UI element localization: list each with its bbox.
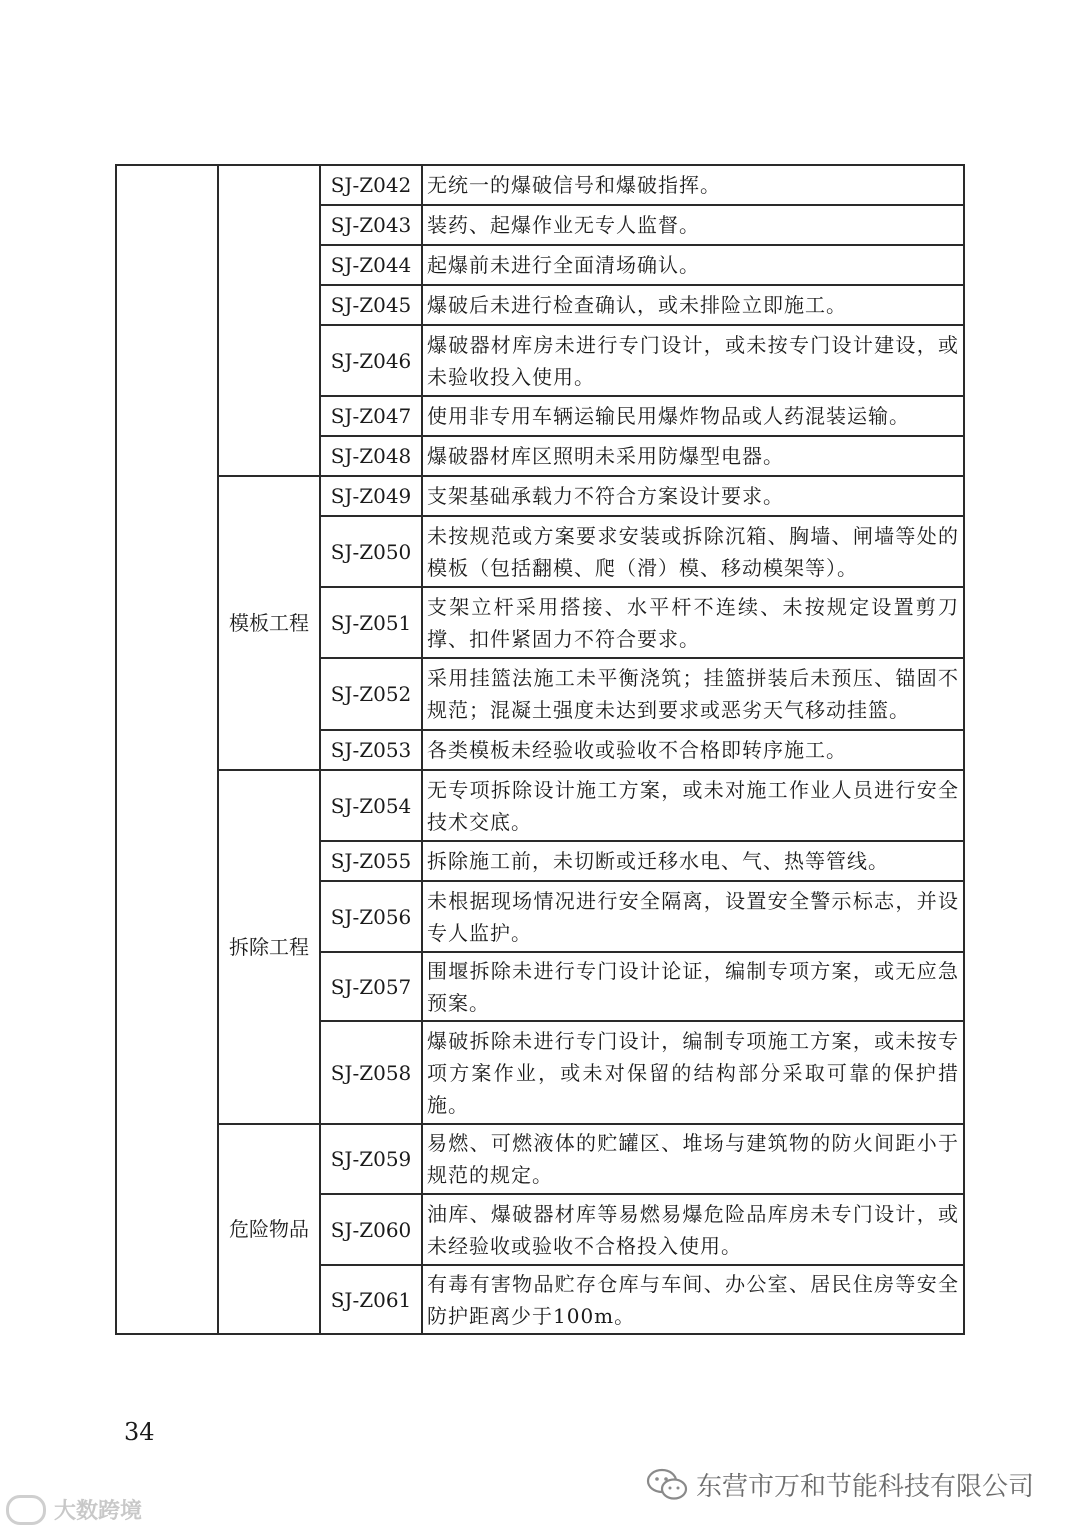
item-description-cell: 支架立杆采用搭接、水平杆不连续、未按规定设置剪刀撑、扣件紧固力不符合要求。 — [422, 587, 964, 658]
item-description-cell: 爆破器材库区照明未采用防爆型电器。 — [422, 436, 964, 476]
table-row — [116, 165, 964, 205]
item-description-cell: 装药、起爆作业无专人监督。 — [422, 205, 964, 245]
item-description-cell: 支架基础承载力不符合方案设计要求。 — [422, 476, 964, 516]
item-code-cell: SJ-Z044 — [320, 245, 422, 285]
item-code-cell: SJ-Z043 — [320, 205, 422, 245]
item-description-cell: 未根据现场情况进行安全隔离，设置安全警示标志，并设专人监护。 — [422, 881, 964, 952]
subcategory-cell — [218, 165, 320, 476]
item-description-cell: 未按规范或方案要求安装或拆除沉箱、胸墙、闸墙等处的模板（包括翻模、爬（滑）模、移动模架等）。 — [422, 516, 964, 587]
watermark-logo-icon — [6, 1495, 46, 1525]
table-row — [116, 1124, 964, 1194]
item-description-cell: 无专项拆除设计施工方案，或未对施工作业人员进行安全技术交底。 — [422, 770, 964, 841]
item-code-cell: SJ-Z054 — [320, 770, 422, 841]
watermark-left-text: 大数跨境 — [54, 1499, 143, 1524]
item-description-cell: 起爆前未进行全面清场确认。 — [422, 245, 964, 285]
item-code-cell: SJ-Z045 — [320, 285, 422, 325]
item-code-cell: SJ-Z056 — [320, 881, 422, 952]
table-row — [116, 476, 964, 516]
item-code-cell: SJ-Z048 — [320, 436, 422, 476]
item-description-cell: 围堰拆除未进行专门设计论证，编制专项方案，或无应急预案。 — [422, 952, 964, 1021]
item-description-cell: 无统一的爆破信号和爆破指挥。 — [422, 165, 964, 205]
watermark-right — [646, 1466, 1034, 1503]
hazard-table — [115, 164, 965, 1335]
item-description-cell: 采用挂篮法施工未平衡浇筑；挂篮拼装后未预压、锚固不规范；混凝土强度未达到要求或恶劣天气移动挂篮。 — [422, 658, 964, 730]
watermark-left — [6, 1494, 142, 1525]
item-description-cell: 爆破拆除未进行专门设计，编制专项施工方案，或未按专项方案作业，或未对保留的结构部分采取可靠的保护措施。 — [422, 1021, 964, 1124]
item-description-cell: 使用非专用车辆运输民用爆炸物品或人药混装运输。 — [422, 396, 964, 436]
item-code-cell: SJ-Z050 — [320, 516, 422, 587]
item-description-cell: 有毒有害物品贮存仓库与车间、办公室、居民住房等安全防护距离少于100m。 — [422, 1265, 964, 1334]
item-code-cell: SJ-Z057 — [320, 952, 422, 1021]
watermark-right-text: 东营市万和节能科技有限公司 — [696, 1472, 1035, 1502]
item-description-cell: 易燃、可燃液体的贮罐区、堆场与建筑物的防火间距小于规范的规定。 — [422, 1124, 964, 1194]
subcategory-cell: 危险物品 — [218, 1124, 320, 1334]
item-code-cell: SJ-Z055 — [320, 841, 422, 881]
item-code-cell: SJ-Z058 — [320, 1021, 422, 1124]
item-code-cell: SJ-Z059 — [320, 1124, 422, 1194]
item-code-cell: SJ-Z047 — [320, 396, 422, 436]
item-code-cell: SJ-Z061 — [320, 1265, 422, 1334]
item-code-cell: SJ-Z052 — [320, 658, 422, 730]
item-code-cell: SJ-Z042 — [320, 165, 422, 205]
wechat-icon — [646, 1468, 688, 1502]
item-code-cell: SJ-Z046 — [320, 325, 422, 396]
hazard-table-body — [116, 165, 964, 1334]
item-description-cell: 油库、爆破器材库等易燃易爆危险品库房未专门设计，或未经验收或验收不合格投入使用。 — [422, 1194, 964, 1265]
item-description-cell: 各类模板未经验收或验收不合格即转序施工。 — [422, 730, 964, 770]
item-code-cell: SJ-Z053 — [320, 730, 422, 770]
table-row — [116, 770, 964, 841]
item-description-cell: 爆破后未进行检查确认，或未排险立即施工。 — [422, 285, 964, 325]
subcategory-cell: 拆除工程 — [218, 770, 320, 1124]
category-group-cell — [116, 165, 218, 1334]
item-description-cell: 爆破器材库房未进行专门设计，或未按专门设计建设，或未验收投入使用。 — [422, 325, 964, 396]
item-code-cell: SJ-Z049 — [320, 476, 422, 516]
item-description-cell: 拆除施工前，未切断或迁移水电、气、热等管线。 — [422, 841, 964, 881]
item-code-cell: SJ-Z060 — [320, 1194, 422, 1265]
page-number: 34 — [124, 1418, 155, 1446]
subcategory-cell: 模板工程 — [218, 476, 320, 770]
item-code-cell: SJ-Z051 — [320, 587, 422, 658]
